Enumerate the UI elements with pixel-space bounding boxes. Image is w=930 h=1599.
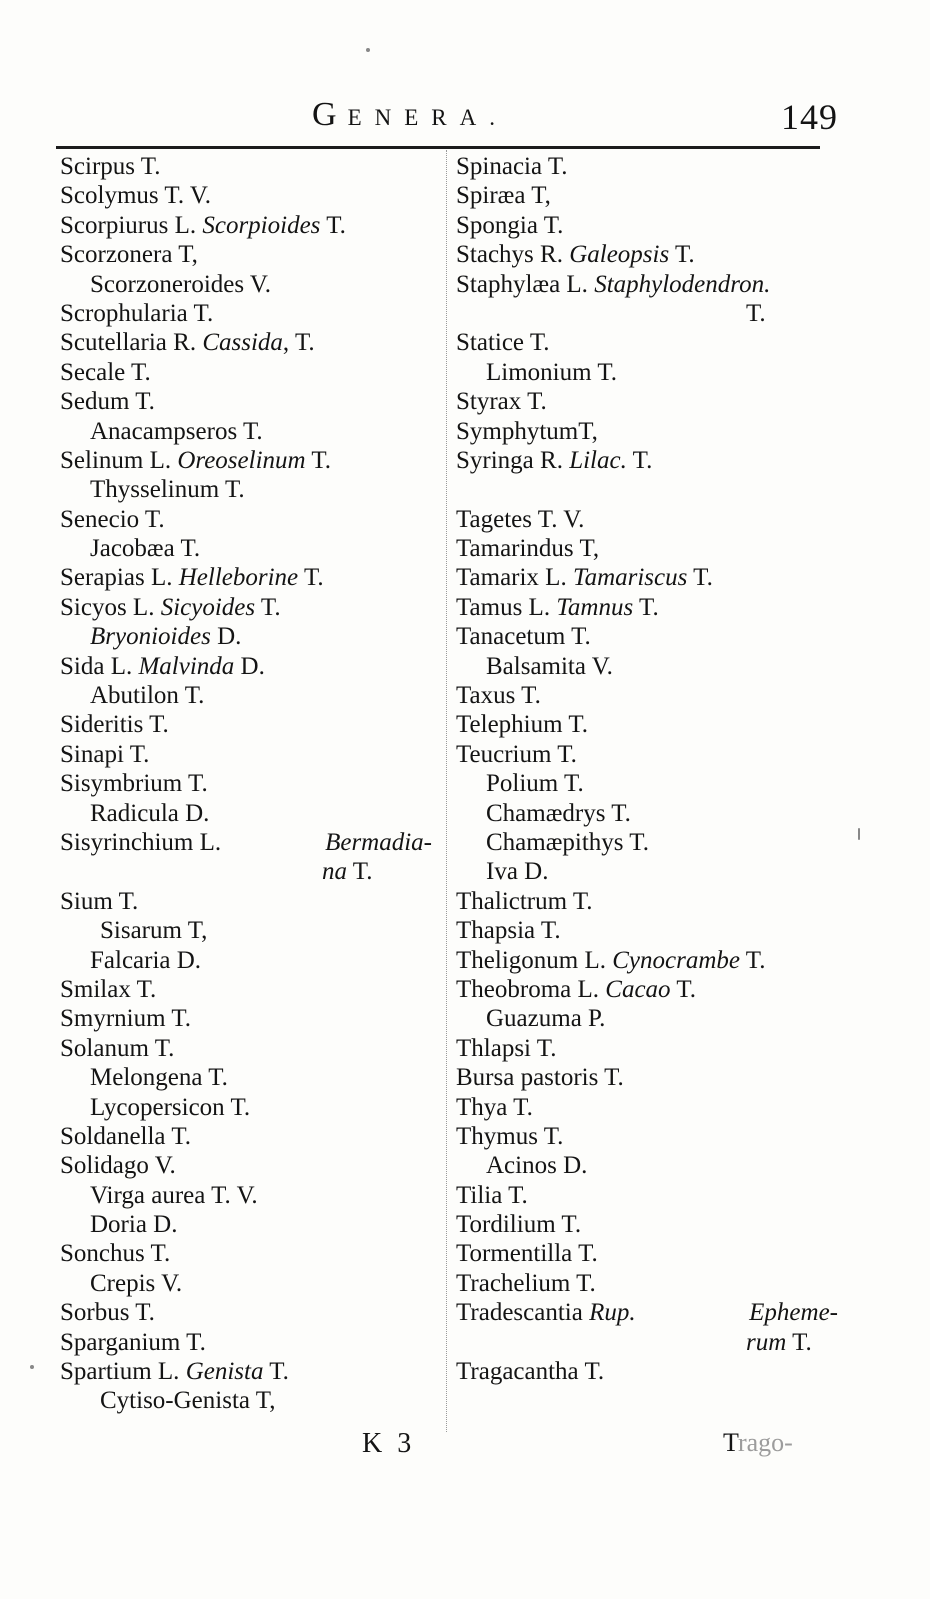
entry-authority: T. xyxy=(786,1328,812,1356)
index-entry xyxy=(456,975,856,1004)
entry-genus: Scorpiurus L. xyxy=(60,211,203,239)
entry-continuation xyxy=(456,299,766,328)
entry-genus: Styrax T. xyxy=(456,388,547,416)
entry-synonym: Tamnus xyxy=(556,593,634,621)
entry-genus: Scutellaria R. xyxy=(60,329,203,357)
entry-authority: T. xyxy=(320,211,346,239)
entry-genus: Bursa pastoris T. xyxy=(456,1064,624,1092)
index-entry xyxy=(60,857,450,886)
entry-genus: Thymus T. xyxy=(456,1122,564,1150)
entry-genus: Sium T. xyxy=(60,887,139,915)
paper-speck xyxy=(858,828,860,840)
index-entry xyxy=(60,799,450,828)
index-entry xyxy=(60,622,450,651)
entry-genus: Chamædrys T. xyxy=(486,799,631,827)
entry-genus: Telephium T. xyxy=(456,711,589,739)
entry-genus: Abutilon T. xyxy=(90,682,205,710)
paper-speck xyxy=(30,1365,34,1369)
entry-genus: Limonium T. xyxy=(486,358,618,386)
catchword-rest: rago- xyxy=(737,1428,793,1457)
index-entry xyxy=(60,1181,450,1210)
index-entry xyxy=(60,1269,450,1298)
index-entry xyxy=(60,387,450,416)
entry-genus: Solanum T. xyxy=(60,1034,175,1062)
entry-genus: Anacampseros T. xyxy=(90,417,263,445)
index-entry xyxy=(456,1269,856,1298)
index-entry xyxy=(60,181,450,210)
entry-genus: Falcaria D. xyxy=(90,946,202,974)
entry-genus: Sicyos L. xyxy=(60,593,161,621)
entry-genus: Taxus T. xyxy=(456,682,541,710)
index-entry xyxy=(60,1386,450,1415)
index-entry xyxy=(456,299,856,328)
index-entry xyxy=(456,799,856,828)
entry-genus: Senecio T. xyxy=(60,505,165,533)
index-entry xyxy=(456,1034,856,1063)
entry-continuation xyxy=(456,1328,812,1357)
entry-genus: Theobroma L. xyxy=(456,975,606,1003)
index-entry xyxy=(456,1151,856,1180)
index-entry xyxy=(60,152,450,181)
entry-genus: Tordilium T. xyxy=(456,1211,582,1239)
entry-genus: Balsamita V. xyxy=(486,652,613,680)
entry-genus: Thlapsi T. xyxy=(456,1034,557,1062)
running-title xyxy=(312,96,508,134)
signature-mark: K 3 xyxy=(362,1428,416,1459)
index-entry xyxy=(456,593,856,622)
entry-genus: Thalictrum T. xyxy=(456,887,593,915)
entry-authority: T. xyxy=(746,299,766,327)
entry-genus: Polium T. xyxy=(486,770,584,798)
entry-genus: Solidago V. xyxy=(60,1152,176,1180)
index-entry xyxy=(60,1034,450,1063)
index-entry xyxy=(60,240,450,269)
entry-synonym: Rup. xyxy=(589,1299,636,1327)
index-entry xyxy=(456,887,856,916)
entry-genus: Staphylæa L. xyxy=(456,270,595,298)
index-entry xyxy=(60,211,450,240)
index-entry xyxy=(60,270,450,299)
entry-genus: Smilax T. xyxy=(60,975,157,1003)
index-entry xyxy=(456,475,856,504)
index-entry xyxy=(456,769,856,798)
entry-authority: T. xyxy=(305,446,332,474)
index-entry xyxy=(60,1328,450,1357)
index-entry xyxy=(60,446,450,475)
entry-genus: Scolymus T. V. xyxy=(60,182,211,210)
entry-genus: Scorzoneroides V. xyxy=(90,270,271,298)
index-entry xyxy=(456,240,856,269)
index-entry xyxy=(456,1298,856,1327)
entry-genus: Melongena T. xyxy=(90,1064,228,1092)
entry-genus: Doria D. xyxy=(90,1211,178,1239)
index-entry xyxy=(60,1004,450,1033)
entry-genus: Crepis V. xyxy=(90,1269,183,1297)
index-entry xyxy=(456,1357,856,1386)
entry-synonym: Oreoselinum xyxy=(177,446,306,474)
entry-genus: Tamus L. xyxy=(456,593,557,621)
index-entry xyxy=(60,1063,450,1092)
entry-synonym: Staphylodendron. xyxy=(594,270,771,298)
index-entry xyxy=(60,1210,450,1239)
entry-synonym: Epheme- xyxy=(749,1299,838,1327)
catchword-start: T xyxy=(723,1428,738,1457)
entry-genus: Lycopersicon T. xyxy=(90,1093,251,1121)
index-entry xyxy=(60,710,450,739)
index-entry xyxy=(456,181,856,210)
index-entry xyxy=(60,299,450,328)
index-entry xyxy=(456,152,856,181)
entry-right-synonym xyxy=(749,1298,856,1327)
entry-authority: T. xyxy=(687,564,713,592)
entry-genus: Tormentilla T. xyxy=(456,1240,598,1268)
entry-genus: Cytiso-Genista T, xyxy=(100,1387,276,1415)
index-entry xyxy=(60,828,450,857)
entry-genus: Scrophularia T. xyxy=(60,299,214,327)
entry-genus: Scorzonera T, xyxy=(60,241,198,269)
entry-synonym: Bermadia- xyxy=(325,828,432,856)
index-entry xyxy=(456,358,856,387)
index-entry xyxy=(60,652,450,681)
entry-genus: Statice T. xyxy=(456,329,550,357)
index-entry xyxy=(60,1151,450,1180)
index-entry xyxy=(456,1181,856,1210)
index-entry xyxy=(456,1122,856,1151)
index-entry xyxy=(456,1328,856,1357)
right-column xyxy=(456,152,856,1386)
running-head xyxy=(0,96,930,146)
entry-genus: SymphytumT, xyxy=(456,417,598,445)
entry-genus: Sinapi T. xyxy=(60,740,150,768)
entry-genus: Tagetes T. V. xyxy=(456,505,585,533)
index-entry xyxy=(60,975,450,1004)
entry-synonym: Helleborine xyxy=(178,564,299,592)
entry-genus: Sideritis T. xyxy=(60,711,169,739)
entry-authority: D. xyxy=(210,623,242,651)
index-entry xyxy=(456,710,856,739)
entry-authority: T. xyxy=(739,946,766,974)
entry-genus: Smyrnium T. xyxy=(60,1005,192,1033)
entry-genus: Acinos D. xyxy=(486,1152,588,1180)
entry-genus: Thya T. xyxy=(456,1093,533,1121)
catchword xyxy=(723,1428,793,1458)
index-entry xyxy=(60,563,450,592)
index-entry xyxy=(456,652,856,681)
entry-genus: Sida L. xyxy=(60,652,139,680)
entry-synonym: rum xyxy=(746,1328,787,1356)
index-entry xyxy=(60,593,450,622)
entry-authority: T. xyxy=(626,446,653,474)
index-entry xyxy=(60,769,450,798)
entry-genus: Trachelium T. xyxy=(456,1269,596,1297)
entry-authority: , T. xyxy=(282,329,315,357)
entry-authority: D. xyxy=(234,652,265,680)
index-entry xyxy=(456,857,856,886)
index-entry xyxy=(60,1298,450,1327)
entry-genus: Teucrium T. xyxy=(456,740,577,768)
entry-genus: Tilia T. xyxy=(456,1181,528,1209)
running-title-rest: ENERA. xyxy=(347,105,508,130)
header-rule xyxy=(56,146,820,149)
entry-authority: T. xyxy=(263,1358,289,1386)
entry-genus: Secale T. xyxy=(60,358,151,386)
entry-genus: Jacobæa T. xyxy=(90,535,201,563)
index-entry xyxy=(456,828,856,857)
entry-genus: Spongia T. xyxy=(456,211,564,239)
entry-synonym: Sicyoides xyxy=(160,593,256,621)
index-entry xyxy=(456,1004,856,1033)
running-title-initial: G xyxy=(312,96,348,133)
index-entry xyxy=(60,916,450,945)
entry-genus: Tamarindus T, xyxy=(456,535,600,563)
index-entry xyxy=(60,887,450,916)
index-entry xyxy=(456,270,856,299)
page-number: 149 xyxy=(781,97,838,137)
entry-genus: Sparganium T. xyxy=(60,1328,206,1356)
index-entry xyxy=(60,358,450,387)
entry-genus: Virga aurea T. V. xyxy=(90,1181,258,1209)
entry-genus: Guazuma P. xyxy=(486,1005,606,1033)
entry-genus: Radicula D. xyxy=(90,799,210,827)
entry-genus: Tamarix L. xyxy=(456,564,573,592)
index-entry xyxy=(456,622,856,651)
index-entry xyxy=(60,681,450,710)
index-entry xyxy=(60,946,450,975)
entry-genus: Syringa R. xyxy=(456,446,570,474)
index-entry xyxy=(456,211,856,240)
index-entry xyxy=(456,446,856,475)
entry-synonym: Cynocrambe xyxy=(612,946,740,974)
entry-genus: Sedum T. xyxy=(60,388,155,416)
entry-synonym: na xyxy=(322,858,347,886)
entry-synonym: Cassida xyxy=(202,329,283,357)
index-entry xyxy=(60,1122,450,1151)
entry-authority: T. xyxy=(298,564,324,592)
paper-speck xyxy=(366,48,370,52)
entry-genus: Scirpus T. xyxy=(60,153,161,180)
entry-genus: Spinacia T. xyxy=(456,153,568,180)
entry-genus: Thysselinum T. xyxy=(90,476,245,504)
index-entry xyxy=(60,1357,450,1386)
entry-genus: Sorbus T. xyxy=(60,1299,155,1327)
entry-synonym: Scorpioides xyxy=(202,211,321,239)
index-entry xyxy=(60,505,450,534)
index-entry xyxy=(456,916,856,945)
index-entry xyxy=(60,740,450,769)
index-entry xyxy=(60,417,450,446)
entry-genus: Tanacetum T. xyxy=(456,623,591,651)
entry-synonym: Malvinda xyxy=(138,652,235,680)
entry-authority: T. xyxy=(633,593,659,621)
index-entry xyxy=(60,1239,450,1268)
index-entry xyxy=(456,1210,856,1239)
index-entry xyxy=(60,328,450,357)
entry-genus: Serapias L. xyxy=(60,564,179,592)
entry-genus: Sisarum T, xyxy=(100,917,208,945)
entry-genus: Tradescantia xyxy=(456,1299,590,1327)
entry-right-synonym xyxy=(325,828,450,857)
entry-genus: Sisyrinchium L. xyxy=(60,828,222,856)
index-entry xyxy=(456,740,856,769)
index-entry xyxy=(60,1093,450,1122)
entry-genus: Iva D. xyxy=(486,858,549,886)
entry-genus: Sisymbrium T. xyxy=(60,770,208,798)
index-entry xyxy=(456,1239,856,1268)
entry-genus: Chamæpithys T. xyxy=(486,828,649,856)
index-entry xyxy=(456,417,856,446)
index-entry xyxy=(456,505,856,534)
entry-genus: Spiræa T, xyxy=(456,182,551,210)
left-column xyxy=(60,152,450,1416)
index-entry xyxy=(456,387,856,416)
index-entry xyxy=(456,534,856,563)
index-entry xyxy=(456,1063,856,1092)
entry-genus: Selinum L. xyxy=(60,446,178,474)
entry-genus: Sonchus T. xyxy=(60,1240,171,1268)
entry-genus: Stachys R. xyxy=(456,241,570,269)
index-entry xyxy=(60,534,450,563)
entry-continuation xyxy=(60,857,372,886)
entry-synonym: Cacao xyxy=(605,975,671,1003)
index-entry xyxy=(456,946,856,975)
entry-synonym: Bryonioides xyxy=(90,623,211,651)
entry-genus: Tragacantha T. xyxy=(456,1358,605,1386)
index-entry xyxy=(456,681,856,710)
entry-synonym: Lilac. xyxy=(569,446,627,474)
entry-genus: Spartium L. xyxy=(60,1358,186,1386)
index-entry xyxy=(60,475,450,504)
entry-synonym: Genista xyxy=(185,1358,264,1386)
index-entry xyxy=(456,328,856,357)
entry-genus: Theligonum L. xyxy=(456,946,613,974)
entry-genus: Soldanella T. xyxy=(60,1122,191,1150)
entry-authority: T. xyxy=(669,241,695,269)
entry-synonym: Galeopsis xyxy=(569,241,670,269)
entry-genus: Thapsia T. xyxy=(456,917,561,945)
index-entry xyxy=(456,1093,856,1122)
entry-authority: T. xyxy=(670,975,697,1003)
entry-synonym: Tamariscus xyxy=(572,564,688,592)
index-entry xyxy=(456,563,856,592)
entry-authority: T. xyxy=(255,593,281,621)
entry-authority: T. xyxy=(347,858,373,886)
